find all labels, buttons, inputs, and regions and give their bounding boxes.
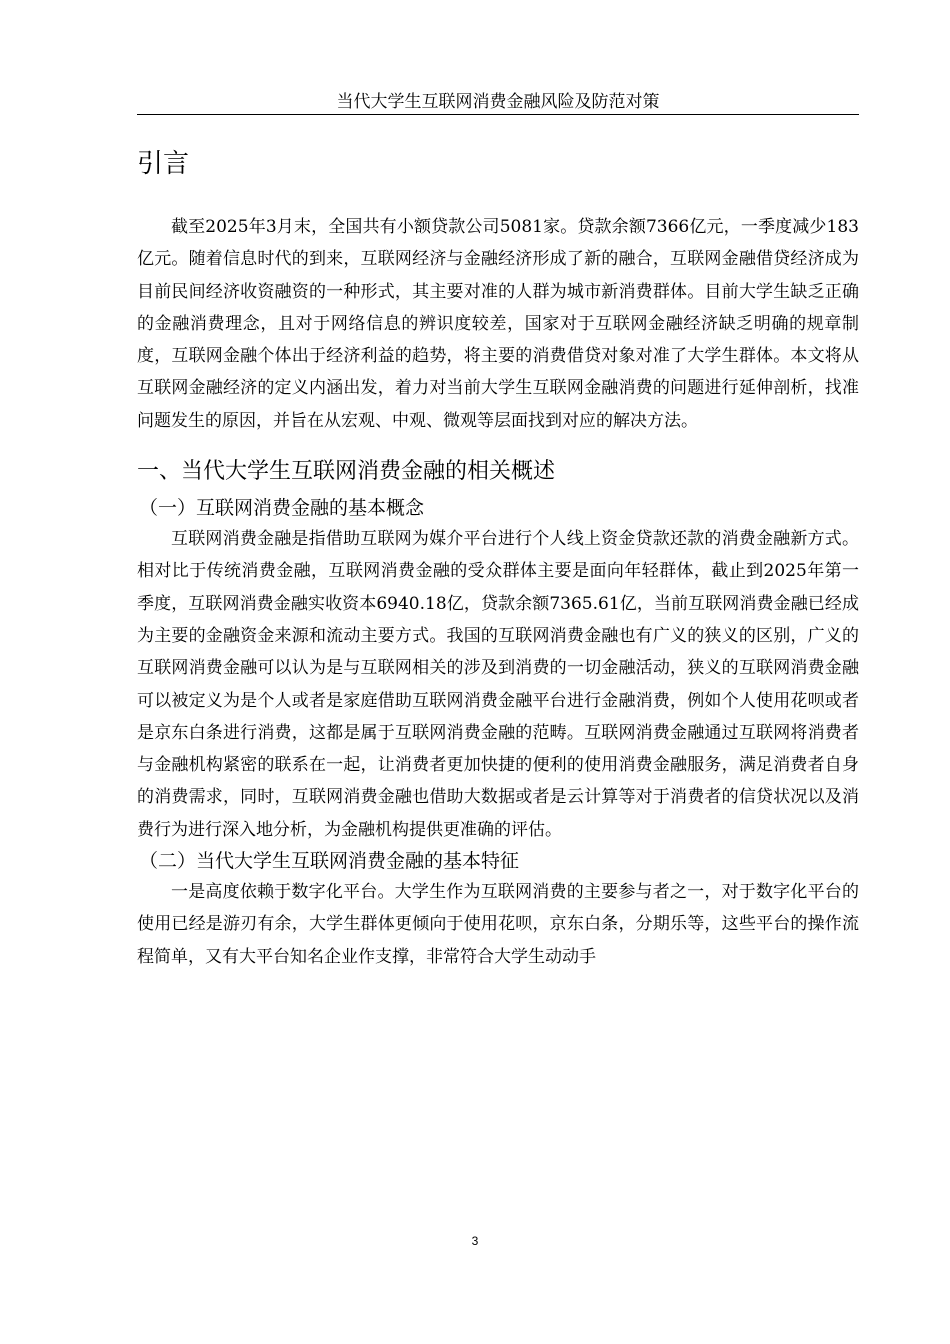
intro-paragraph: 截至2025年3月末，全国共有小额贷款公司5081家。贷款余额7366亿元，一季度减少183亿元。随着信息时代的到来，互联网经济与金融经济形成了新的融合，互联网金融借贷经济成为目前民间经济收资融资的一种形式，其主要对准的人群为城市新消费群体。目前大学生缺乏正确的金融消费理念，且对于网络信息的辨识度较差，国家对于互联网金融经济缺乏明确的规章制度，互联网金融个体出于经济利益的趋势，将主要的消费借贷对象对准了大学生群体。本文将从互联网金融经济的定义内涵出发，着力对当前大学生互联网金融消费的问题进行延伸剖析，找准问题发生的原因，并旨在从宏观、中观、微观等层面找到对应的解决方法。 [137, 217, 859, 431]
subsection-1-heading: （一）互联网消费金融的基本概念 [139, 497, 425, 520]
page-number: 3 [471, 1234, 479, 1248]
page-body [137, 136, 859, 973]
section-1-heading: 一、当代大学生互联网消费金融的相关概述 [137, 459, 556, 485]
intro-heading: 引言 [137, 149, 190, 179]
subsection-1-paragraph: 互联网消费金融是指借助互联网为媒介平台进行个人线上资金贷款还款的消费金融新方式。相对比于传统消费金融，互联网消费金融的受众群体主要是面向年轻群体，截止到2025年第一季度，互联网消费金融实收资本6940.18亿，贷款余额7365.61亿，当前互联网消费金融已经成为主要的金融资金来源和流动主要方式。我国的互联网消费金融也有广义的狭义的区别，广义的互联网消费金融可以认为是与互联网相关的涉及到消费的一切金融活动，狭义的互联网消费金融可以被定义为是个人或者是家庭借助互联网消费金融平台进行金融消费，例如个人使用花呗或者是京东白条进行消费，这都是属于互联网消费金融的范畴。互联网消费金融通过互联网将消费者与金融机构紧密的联系在一起，让消费者更加快捷的便利的使用消费金融服务，满足消费者自身的消费需求，同时，互联网消费金融也借助大数据或者是云计算等对于消费者的信贷状况以及消费行为进行深入地分析，为金融机构提供更准确的评估。 [137, 529, 859, 840]
running-header: 当代大学生互联网消费金融风险及防范对策 [336, 92, 660, 112]
header-divider [137, 114, 859, 115]
subsection-2-heading: （二）当代大学生互联网消费金融的基本特征 [139, 850, 520, 873]
subsection-2-paragraph: 一是高度依赖于数字化平台。大学生作为互联网消费的主要参与者之一，对于数字化平台的使用已经是游刃有余，大学生群体更倾向于使用花呗，京东白条，分期乐等，这些平台的操作流程简单，又有大平台知名企业作支撑，非常符合大学生动动手 [137, 882, 859, 967]
